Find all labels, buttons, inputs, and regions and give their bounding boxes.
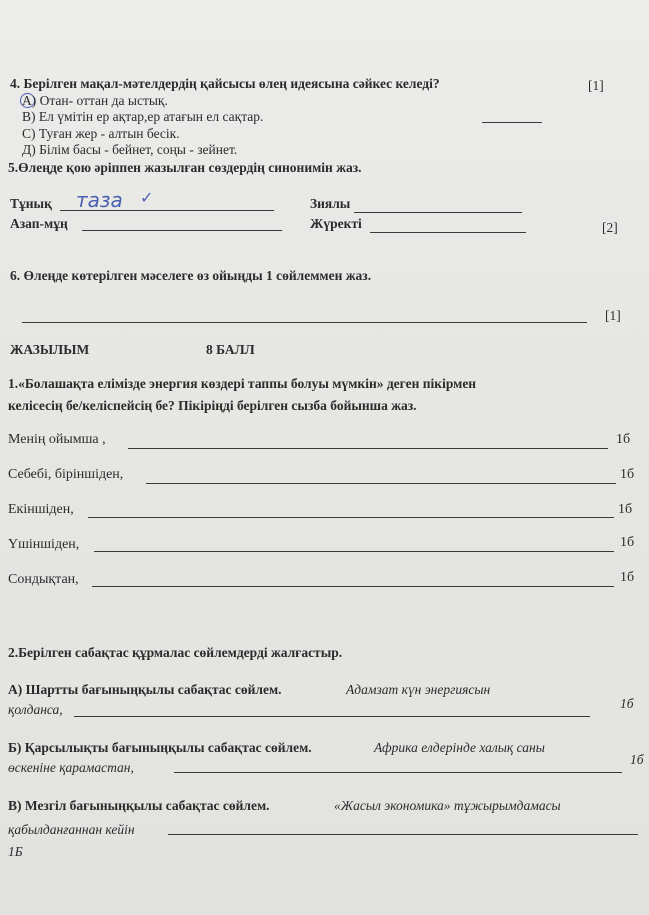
q4-option-d: Д) Білім басы - бейнет, соңы - зейнет. bbox=[22, 142, 238, 157]
w1-row-points: 1б bbox=[620, 535, 635, 550]
q5-points: [2] bbox=[602, 220, 618, 235]
q6-points: [1] bbox=[605, 308, 621, 323]
w2-a-answer-line[interactable] bbox=[74, 716, 590, 717]
q5-answer-line-3[interactable] bbox=[82, 230, 282, 231]
w2-b-prompt: Б) Қарсылықты бағыныңқылы сабақтас сөйлем. bbox=[8, 740, 312, 755]
w1-row-label: Менің ойымша , bbox=[8, 432, 106, 447]
q5-word-2: Зиялы bbox=[310, 196, 351, 211]
w1-row-points: 1б bbox=[616, 432, 631, 447]
section-title: ЖАЗЫЛЫМ bbox=[10, 342, 90, 357]
w1-row-points: 1б bbox=[620, 467, 635, 482]
check-mark-icon: ✓ bbox=[140, 188, 154, 207]
w2-c-italic-end: қабылданғаннан кейін bbox=[8, 822, 135, 837]
w1-answer-line[interactable] bbox=[88, 517, 614, 518]
q4-option-b: В) Ел үмітін ер ақтар,ер атағын ел сақтар. bbox=[22, 109, 264, 124]
w2-b-italic-start: Африка елдерінде халық саны bbox=[374, 740, 545, 755]
q4-points: [1] bbox=[588, 78, 604, 93]
q6-answer-line[interactable] bbox=[22, 322, 587, 323]
w2-c-italic-start: «Жасыл экономика» тұжырымдамасы bbox=[334, 798, 561, 813]
q5-answer-line-2[interactable] bbox=[354, 212, 522, 213]
w2-a-italic-start: Адамзат күн энергиясын bbox=[346, 682, 491, 697]
w1-answer-line[interactable] bbox=[146, 483, 616, 484]
w1-title-line-1: 1.«Болашақта елімізде энергия көздері таппы болуы мүмкін» деген пікірмен bbox=[8, 376, 477, 391]
w1-answer-line[interactable] bbox=[128, 448, 608, 449]
q5-answer-line-1[interactable] bbox=[60, 210, 274, 211]
q4-option-a: А) Отан- оттан да ыстық. bbox=[22, 93, 168, 108]
w1-row-label: Үшіншіден, bbox=[8, 537, 80, 552]
w1-answer-line[interactable] bbox=[94, 551, 614, 552]
w2-c-answer-line[interactable] bbox=[168, 834, 638, 835]
q5-word-3: Азап-мұң bbox=[10, 216, 68, 231]
w2-a-italic-end: қолданса, bbox=[8, 702, 63, 717]
q5-handwritten-answer-1: тазa bbox=[76, 188, 123, 212]
w1-row-label: Себебі, біріншіден, bbox=[8, 467, 124, 482]
q5-word-4: Жүректі bbox=[310, 216, 362, 231]
q4-option-c: С) Туған жер - алтын бесік. bbox=[22, 126, 180, 141]
w1-row-points: 1б bbox=[620, 570, 635, 585]
w2-a-points: 1б bbox=[620, 696, 634, 711]
q4-title: 4. Берілген мақал-мәтелдердің қайсысы өлең идеясына сәйкес келеді? bbox=[10, 76, 440, 91]
q4-answer-line bbox=[482, 122, 542, 123]
q5-title: 5.Өлеңде қою әріппен жазылған сөздердің синонимін жаз. bbox=[8, 160, 362, 175]
w1-row-label: Екіншіден, bbox=[8, 502, 74, 517]
w2-title: 2.Берілген сабақтас құрмалас сөйлемдерді жалғастыр. bbox=[8, 645, 343, 660]
w1-row-points: 1б bbox=[618, 502, 633, 517]
w2-c-prompt: В) Мезгіл бағыныңқылы сабақтас сөйлем. bbox=[8, 798, 270, 813]
w1-answer-line[interactable] bbox=[92, 586, 614, 587]
w2-b-italic-end: өскеніне қарамастан, bbox=[8, 760, 134, 775]
w2-b-answer-line[interactable] bbox=[174, 772, 622, 773]
w1-title-line-2: келісесің бе/келіспейсің бе? Пікіріңді берілген сызба бойынша жаз. bbox=[8, 398, 417, 413]
w2-a-prompt: А) Шартты бағыныңқылы сабақтас сөйлем. bbox=[8, 682, 282, 697]
w1-row-label: Сондықтан, bbox=[8, 572, 79, 587]
w2-c-points: 1Б bbox=[8, 844, 23, 859]
section-score: 8 БАЛЛ bbox=[206, 342, 255, 357]
q5-answer-line-4[interactable] bbox=[370, 232, 526, 233]
q6-title: 6. Өлеңде көтерілген мәселеге өз ойыңды 1 сөйлеммен жаз. bbox=[10, 268, 372, 283]
w2-b-points: 1б bbox=[630, 752, 644, 767]
q5-word-1: Тұнық bbox=[10, 196, 52, 211]
